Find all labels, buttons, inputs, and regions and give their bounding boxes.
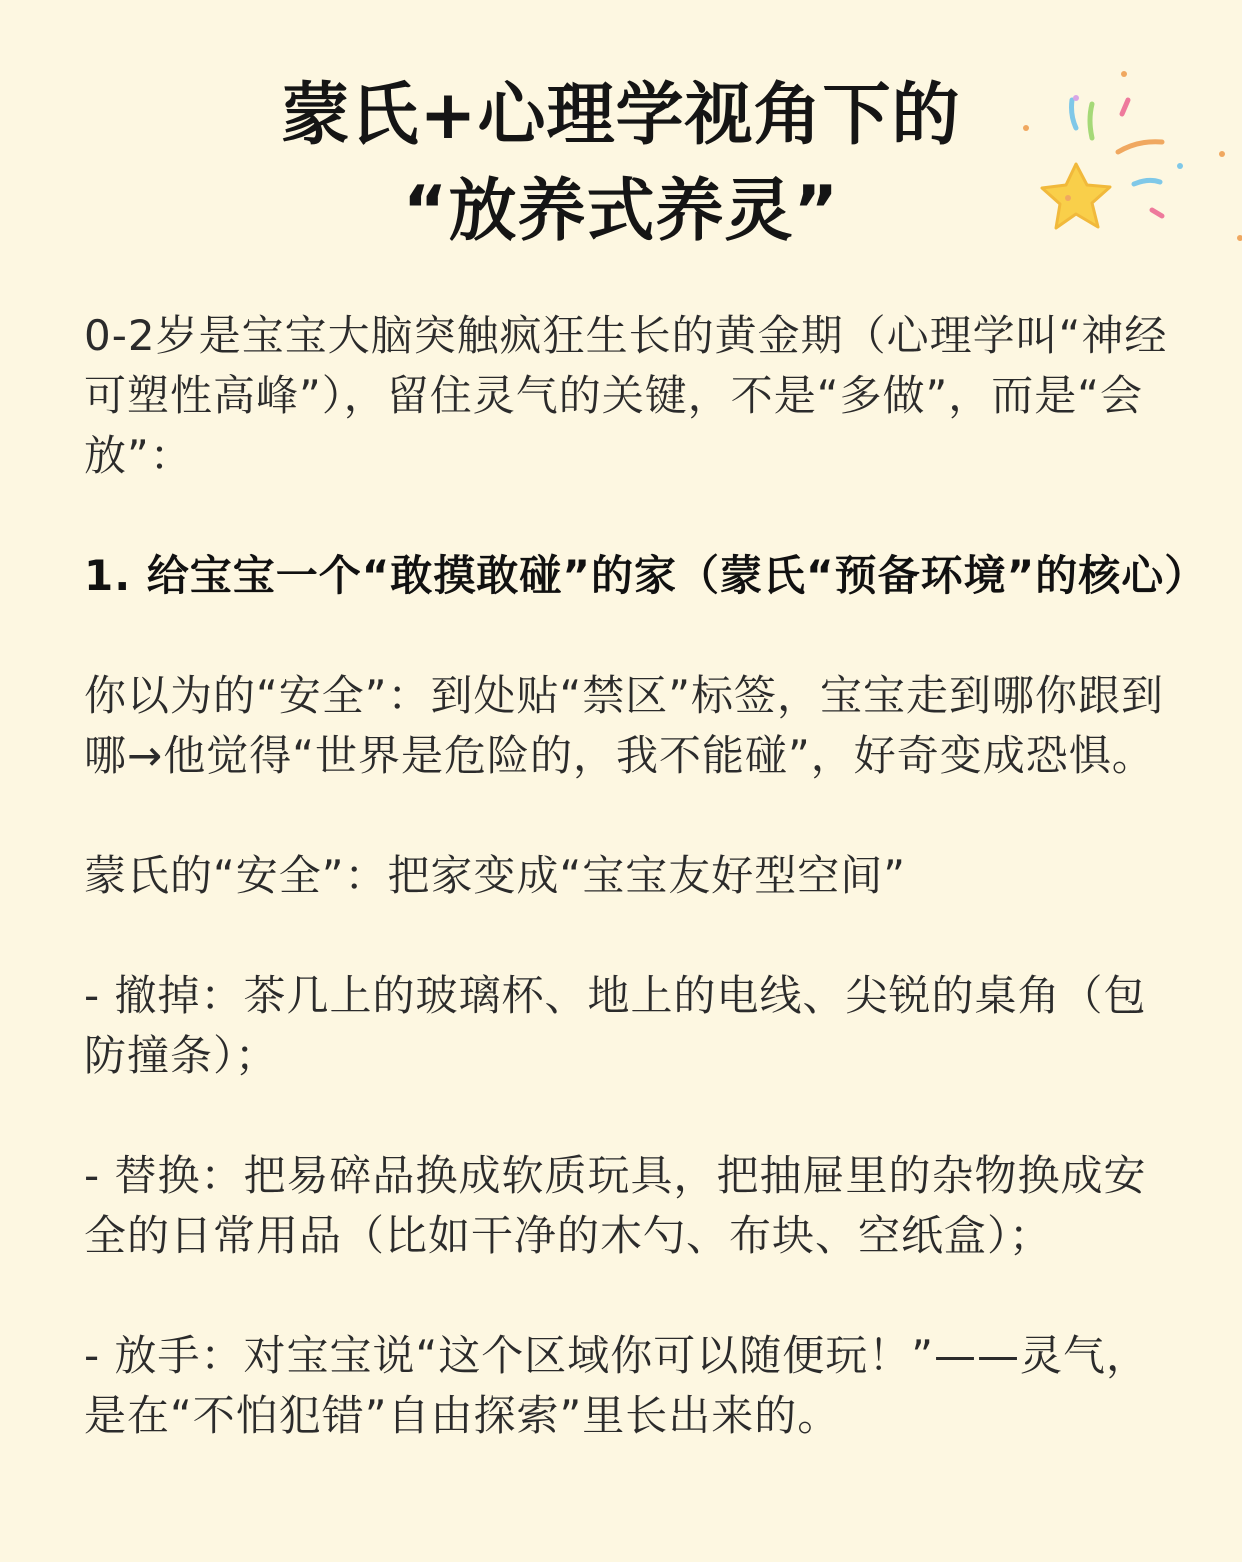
section-1-heading: 1. 给宝宝一个“敢摸敢碰”的家（蒙氏“预备环境”的核心） — [84, 551, 1208, 600]
replace-list-item: - 替换：把易碎品换成软质玩具，把抽屉里的杂物换成安全的日常用品（比如干净的木勺、布块、空纸盒）； — [84, 1151, 1147, 1260]
confetti-stroke — [1152, 210, 1162, 216]
confetti-stroke — [1090, 104, 1092, 138]
confetti-dot — [1219, 151, 1225, 157]
confetti-stroke — [1118, 142, 1162, 152]
confetti-dot — [1177, 163, 1183, 169]
confetti-dot — [1237, 235, 1242, 241]
star-confetti-decoration — [1010, 60, 1242, 250]
confetti-dot — [1023, 125, 1029, 131]
remove-list-item: - 撤掉：茶几上的玻璃杯、地上的电线、尖锐的桌角（包防撞条）； — [84, 971, 1147, 1080]
confetti-dot — [1121, 71, 1127, 77]
page-title-line-1: 蒙氏+心理学视角下的 — [281, 76, 961, 155]
confetti-stroke — [1134, 180, 1160, 184]
confetti-stroke — [1072, 100, 1077, 128]
article-body — [84, 306, 1208, 1446]
star-icon — [1042, 164, 1110, 228]
let-go-list-item: - 放手：对宝宝说“这个区域你可以随便玩！”——灵气，是在“不怕犯错”自由探索”里长出来的。 — [84, 1331, 1150, 1440]
star-cheek — [1065, 195, 1071, 201]
confetti-stroke — [1122, 100, 1128, 114]
page-title-line-2: “放养式养灵” — [402, 172, 840, 251]
confetti-dot — [1073, 95, 1079, 101]
intro-paragraph: 0-2岁是宝宝大脑突触疯狂生长的黄金期（心理学叫“神经可塑性高峰”），留住灵气的关键，不是“多做”，而是“会放”： — [84, 311, 1168, 480]
montessori-safety-paragraph: 蒙氏的“安全”：把家变成“宝宝友好型空间” — [84, 851, 907, 900]
safety-myth-paragraph: 你以为的“安全”：到处贴“禁区”标签，宝宝走到哪你跟到哪→他觉得“世界是危险的，我不能碰”，好奇变成恐惧。 — [84, 671, 1165, 780]
